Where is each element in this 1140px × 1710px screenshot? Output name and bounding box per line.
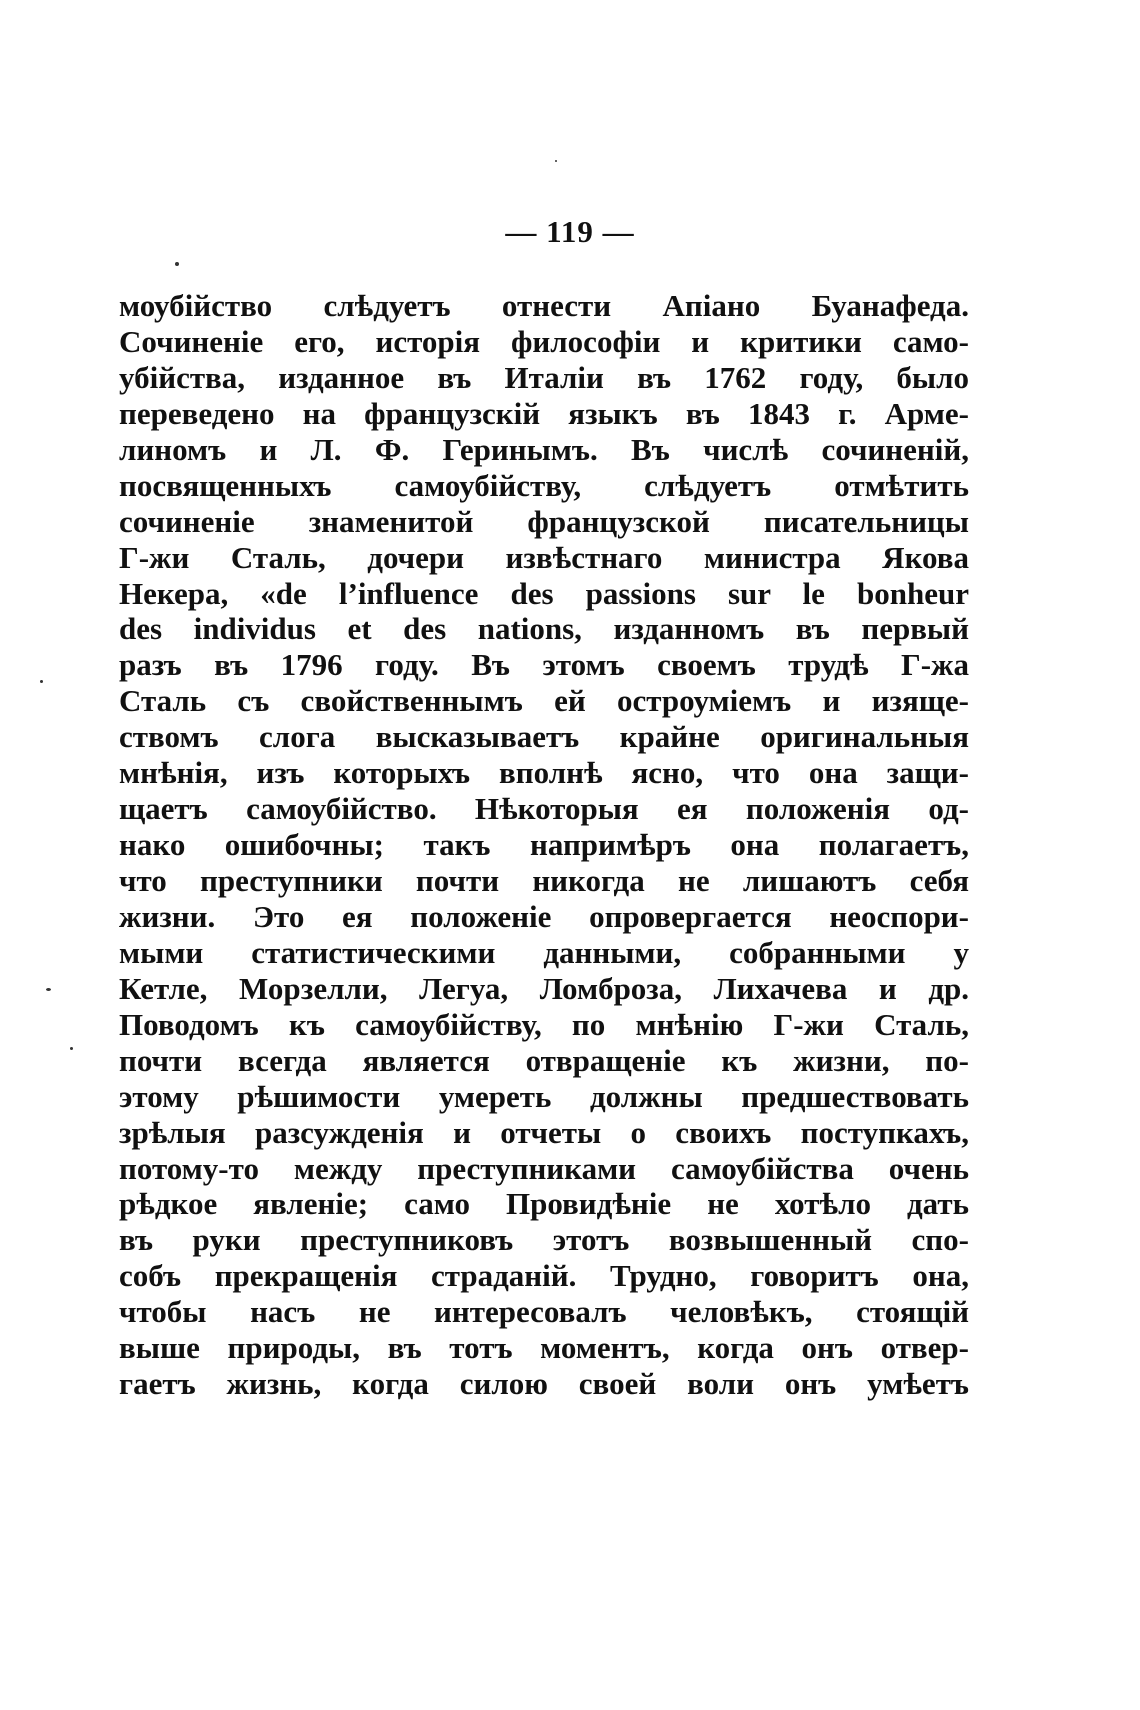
page-number: — 119 —: [505, 214, 635, 249]
text-line: переведено на французскій языкъ въ 1843 г. Арме-: [119, 395, 969, 431]
ink-speck: [70, 1047, 73, 1050]
text-line: зрѣлыя разсужденія и отчеты о своихъ поступкахъ,: [119, 1114, 969, 1150]
ink-speck: [555, 160, 557, 162]
text-line: Сталь съ свойственнымъ ей остроуміемъ и изяще-: [119, 683, 969, 719]
text-line: потому-то между преступниками самоубійства очень: [119, 1150, 969, 1186]
body-text: [119, 288, 969, 1402]
text-line: Некера, «de l’influence des passions sur le bonheur: [119, 575, 969, 611]
text-line: этому рѣшимости умереть должны предшествовать: [119, 1078, 969, 1114]
text-line: жизни. Это ея положеніе опровергается неоспори-: [119, 898, 969, 934]
text-line: Поводомъ къ самоубійству, по мнѣнію Г-жи Сталь,: [119, 1006, 969, 1042]
text-line: въ руки преступниковъ этотъ возвышенный спо-: [119, 1222, 969, 1258]
text-line: щаетъ самоубійство. Нѣкоторыя ея положенія од-: [119, 791, 969, 827]
text-line: нако ошибочны; такъ напримѣръ она полагаетъ,: [119, 827, 969, 863]
text-line: что преступники почти никогда не лишаютъ себя: [119, 863, 969, 898]
text-line: рѣдкое явленіе; само Провидѣніе не хотѣло дать: [119, 1186, 969, 1222]
text-line: мнѣнія, изъ которыхъ вполнѣ ясно, что она защи-: [119, 755, 969, 791]
text-line: гаетъ жизнь, когда силою своей воли онъ умѣетъ: [119, 1366, 969, 1402]
text-line: сочиненіе знаменитой французской писательницы: [119, 503, 969, 539]
text-line: линомъ и Л. Ф. Геринымъ. Въ числѣ сочиненій,: [119, 431, 969, 467]
ink-speck: [46, 988, 51, 991]
text-line: убійства, изданное въ Италіи въ 1762 году, было: [119, 359, 969, 395]
text-line: Кетле, Морзелли, Легуа, Ломброза, Лихачева и др.: [119, 970, 969, 1006]
text-line: выше природы, въ тотъ моментъ, когда онъ отвер-: [119, 1330, 969, 1366]
text-line: моубійство слѣдуетъ отнести Апіано Буанафеда.: [119, 288, 969, 323]
text-line: собъ прекращенія страданій. Трудно, говоритъ она,: [119, 1258, 969, 1294]
text-line: посвященныхъ самоубійству, слѣдуетъ отмѣтить: [119, 467, 969, 503]
text-line: Г-жи Сталь, дочери извѣстнаго министра Якова: [119, 539, 969, 575]
text-line: мыми статистическими данными, собранными у: [119, 934, 969, 970]
text-line: ствомъ слога высказываетъ крайне оригинальныя: [119, 719, 969, 755]
text-line: разъ въ 1796 году. Въ этомъ своемъ трудѣ Г-жа: [119, 647, 969, 683]
ink-speck: [40, 680, 43, 683]
text-line: des individus et des nations, изданномъ въ первый: [119, 611, 969, 647]
text-line: Сочиненіе его, исторія философіи и критики само-: [119, 323, 969, 359]
text-line: почти всегда является отвращеніе къ жизни, по-: [119, 1042, 969, 1078]
text-line: чтобы насъ не интересовалъ человѣкъ, стоящій: [119, 1294, 969, 1330]
ink-speck: [175, 262, 179, 266]
